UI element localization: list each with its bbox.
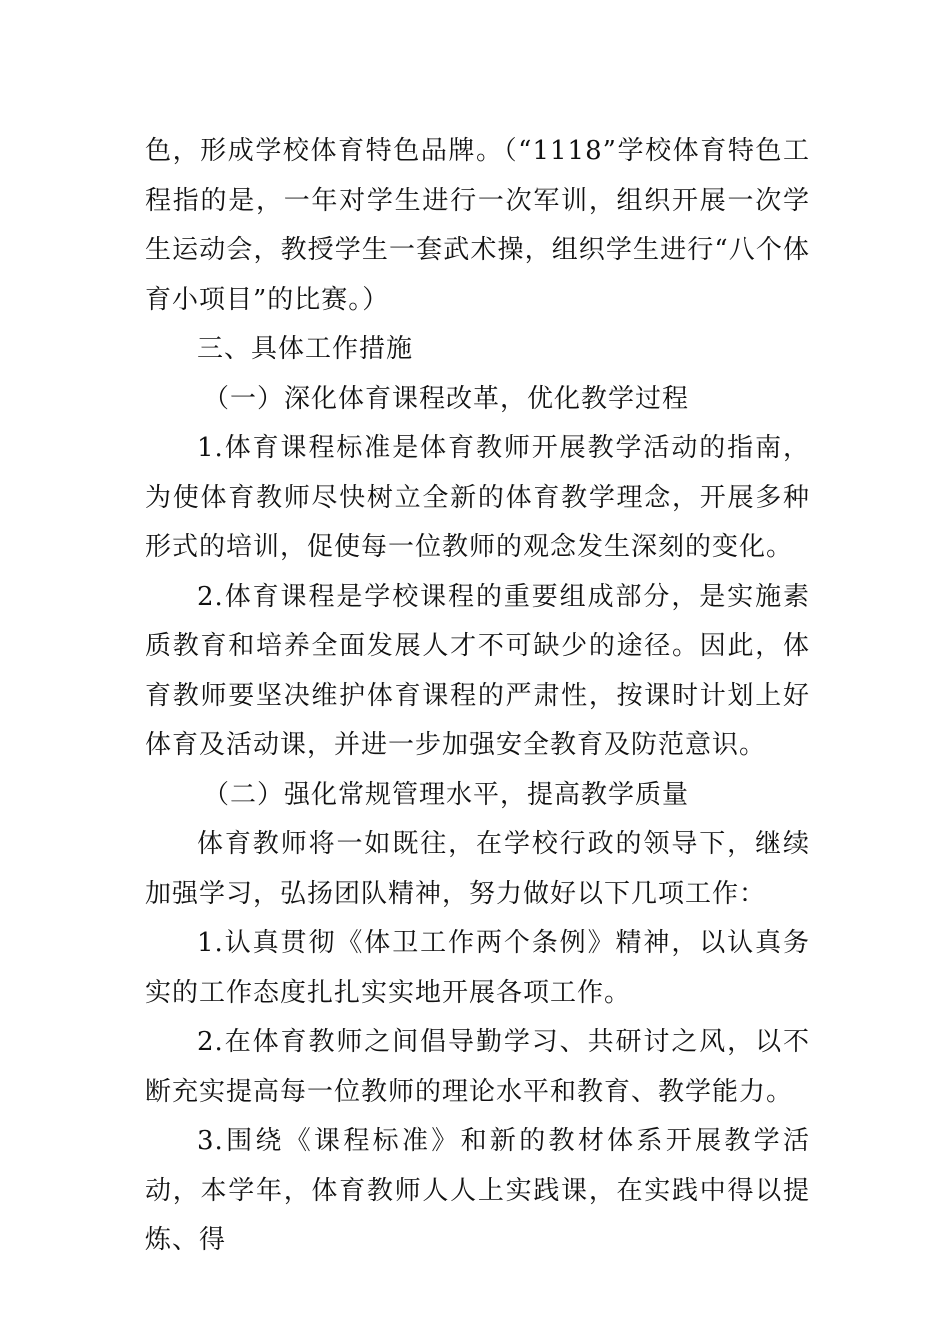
paragraph-continuation: 色，形成学校体育特色品牌。（“1118”学校体育特色工程指的是，一年对学生进行一次军训，组织开展一次学生运动会，教授学生一套武术操，组织学生进行“八个体育小项目”的比赛。） [145,136,810,315]
paragraph-item-1: 1.体育课程标准是体育教师开展教学活动的指南，为使体育教师尽快树立全新的体育教学理念，开展多种形式的培训，促使每一位教师的观念发生深刻的变化。 [145,433,810,562]
paragraph-work-1: 1.认真贯彻《体卫工作两个条例》精神，以认真务实的工作态度扎扎实实地开展各项工作。 [145,928,810,1008]
section-heading: 三、具体工作措施 [197,334,414,364]
subsection-heading-1: （一）深化体育课程改革，优化教学过程 [203,383,690,414]
paragraph-intro: 体育教师将一如既往，在学校行政的领导下，继续加强学习，弘扬团队精神，努力做好以下几项工作： [145,829,810,909]
paragraph-item-2: 2.体育课程是学校课程的重要组成部分，是实施素质教育和培养全面发展人才不可缺少的途径。因此，体育教师要坚决维护体育课程的严肃性，按课时计划上好体育及活动课，并进一步加强安全教育及防范意识。 [145,581,810,760]
document-body [145,127,810,1266]
subsection-heading-2: （二）强化常规管理水平，提高教学质量 [203,779,690,810]
paragraph-work-3: 3.围绕《课程标准》和新的教材体系开展教学活动，本学年，体育教师人人上实践课，在实践中得以提炼、得 [145,1126,810,1255]
paragraph-work-2: 2.在体育教师之间倡导勤学习、共研讨之风，以不断充实提高每一位教师的理论水平和教育、教学能力。 [145,1027,810,1107]
